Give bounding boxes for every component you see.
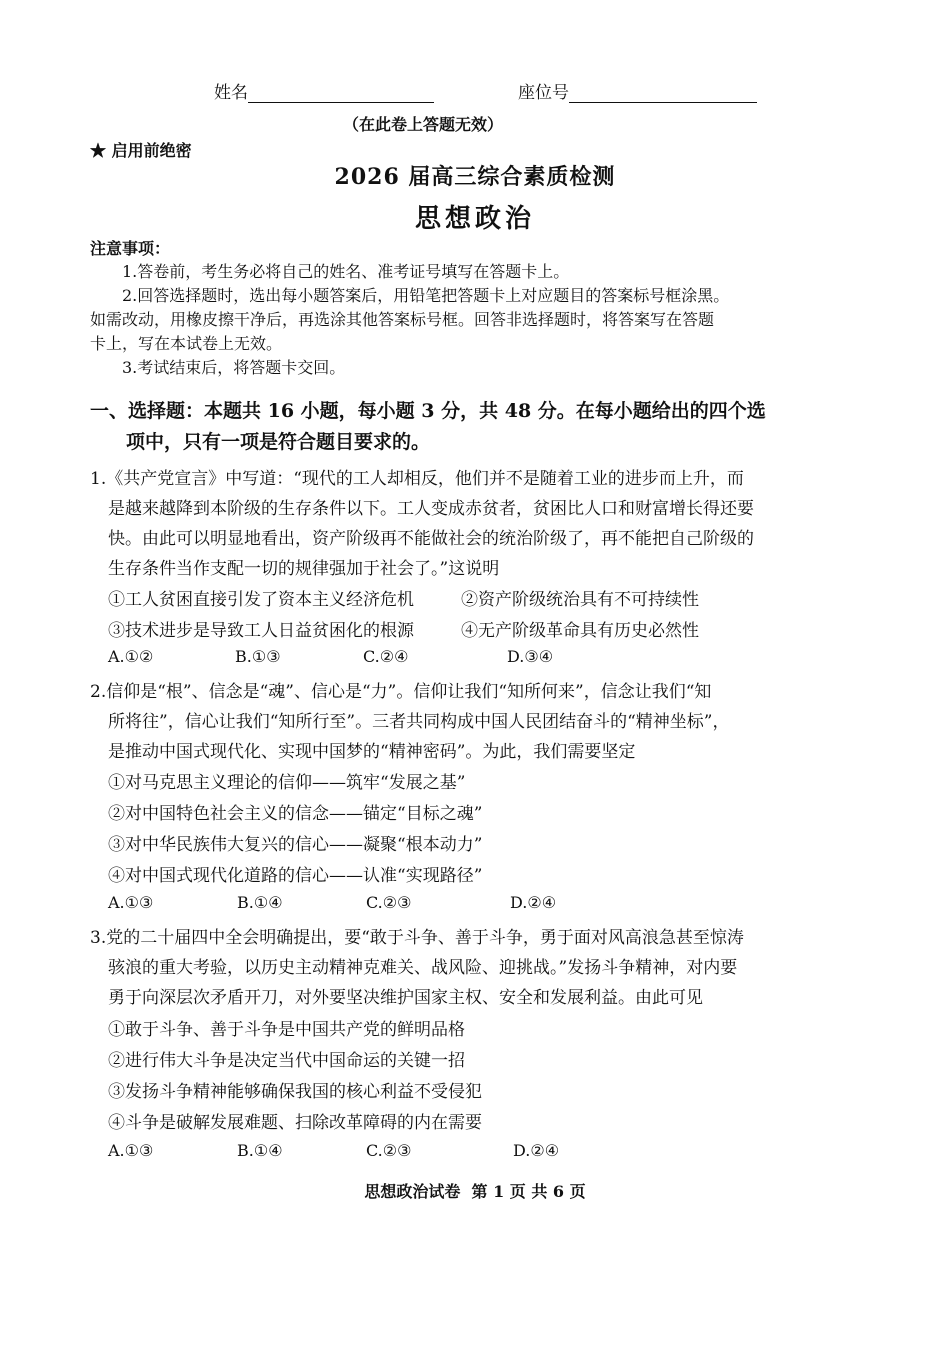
seat-label: 座位号	[518, 83, 569, 103]
statement-2: ②进行伟大斗争是决定当代中国命运的关键一招	[108, 1051, 465, 1071]
choice-d[interactable]: D.②④	[510, 893, 557, 912]
choice-d[interactable]: D.②④	[513, 1141, 560, 1160]
statement-1: ①对马克思主义理论的信仰——筑牢“发展之基”	[108, 773, 466, 793]
choice-c[interactable]: C.②④	[363, 647, 409, 666]
question-stem-line: 骇浪的重大考验，以历史主动精神克难关、战风险、迎挑战。”发扬斗争精神，对内要	[108, 958, 738, 978]
section-heading-cont: 项中，只有一项是符合题目要求的。	[126, 431, 431, 453]
invalid-note: （在此卷上答题无效）	[343, 115, 504, 134]
notice-line: 如需改动，用橡皮擦干净后，再选涂其他答案标号框。回答非选择题时，将答案写在答题	[90, 310, 715, 329]
statement-1: ①工人贫困直接引发了资本主义经济危机	[108, 590, 414, 610]
subject-title: 思想政治	[414, 204, 535, 234]
choice-c[interactable]: C.②③	[366, 893, 412, 912]
exam-title: 2026 届高三综合素质检测	[334, 164, 616, 190]
question-stem-line: 所将往”，信心让我们“知所行至”。三者共同构成中国人民团结奋斗的“精神坐标”，	[108, 712, 730, 732]
question-stem-line: 2.信仰是“根”、信念是“魂”、信心是“力”。信仰让我们“知所何来”，信念让我们“知	[90, 682, 712, 702]
name-blank	[248, 84, 434, 103]
notice-line: 1.答卷前，考生务必将自己的姓名、准考证号填写在答题卡上。	[122, 262, 570, 281]
statement-1: ①敢于斗争、善于斗争是中国共产党的鲜明品格	[108, 1020, 465, 1040]
question-stem-line: 勇于向深层次矛盾开刀，对外要坚决维护国家主权、安全和发展利益。由此可见	[108, 988, 703, 1008]
statement-2: ②对中国特色社会主义的信念——锚定“目标之魂”	[108, 804, 483, 824]
page-footer: 思想政治试卷 第 1 页 共 6 页	[364, 1182, 586, 1201]
choice-c[interactable]: C.②③	[366, 1141, 412, 1160]
question-stem-line: 是推动中国式现代化、实现中国梦的“精神密码”。为此，我们需要坚定	[108, 742, 636, 762]
question-stem-line: 1.《共产党宣言》中写道：“现代的工人却相反，他们并不是随着工业的进步而上升，而	[90, 469, 744, 489]
name-label: 姓名	[214, 83, 248, 103]
choice-b[interactable]: B.①③	[235, 647, 281, 666]
statement-4: ④斗争是破解发展难题、扫除改革障碍的内在需要	[108, 1113, 482, 1133]
statement-4: ④无产阶级革命具有历史必然性	[461, 621, 699, 641]
choice-b[interactable]: B.①④	[237, 1141, 283, 1160]
secret-mark: ★ 启用前绝密	[90, 141, 192, 160]
statement-3: ③对中华民族伟大复兴的信心——凝聚“根本动力”	[108, 835, 483, 855]
question-stem-line: 快。由此可以明显地看出，资产阶级再不能做社会的统治阶级了，再不能把自己阶级的	[108, 529, 754, 549]
notice-line: 卡上，写在本试卷上无效。	[90, 334, 283, 353]
statement-3: ③技术进步是导致工人日益贫困化的根源	[108, 621, 414, 641]
choice-a[interactable]: A.①②	[108, 647, 154, 666]
notice-line: 2.回答选择题时，选出每小题答案后，用铅笔把答题卡上对应题目的答案标号框涂黑。	[122, 286, 730, 305]
statement-2: ②资产阶级统治具有不可持续性	[461, 590, 699, 610]
question-stem-line: 生存条件当作支配一切的规律强加于社会了。”这说明	[108, 559, 500, 579]
choice-d[interactable]: D.③④	[507, 647, 554, 666]
notice-line: 3.考试结束后，将答题卡交回。	[122, 358, 346, 377]
question-stem-line: 3.党的二十届四中全会明确提出，要“敢于斗争、善于斗争，勇于面对风高浪急甚至惊涛	[90, 928, 744, 948]
question-stem-line: 是越来越降到本阶级的生存条件以下。工人变成赤贫者，贫困比人口和财富增长得还要	[108, 499, 754, 519]
choice-a[interactable]: A.①③	[108, 893, 154, 912]
notice-heading: 注意事项：	[90, 239, 171, 258]
statement-3: ③发扬斗争精神能够确保我国的核心利益不受侵犯	[108, 1082, 482, 1102]
name-field	[214, 78, 434, 103]
statement-4: ④对中国式现代化道路的信心——认准“实现路径”	[108, 866, 483, 886]
seat-blank	[569, 84, 757, 103]
section-heading: 一、选择题：本题共 16 小题，每小题 3 分，共 48 分。在每小题给出的四个选	[90, 400, 766, 422]
choice-b[interactable]: B.①④	[237, 893, 283, 912]
seat-field	[518, 78, 757, 103]
choice-a[interactable]: A.①③	[108, 1141, 154, 1160]
